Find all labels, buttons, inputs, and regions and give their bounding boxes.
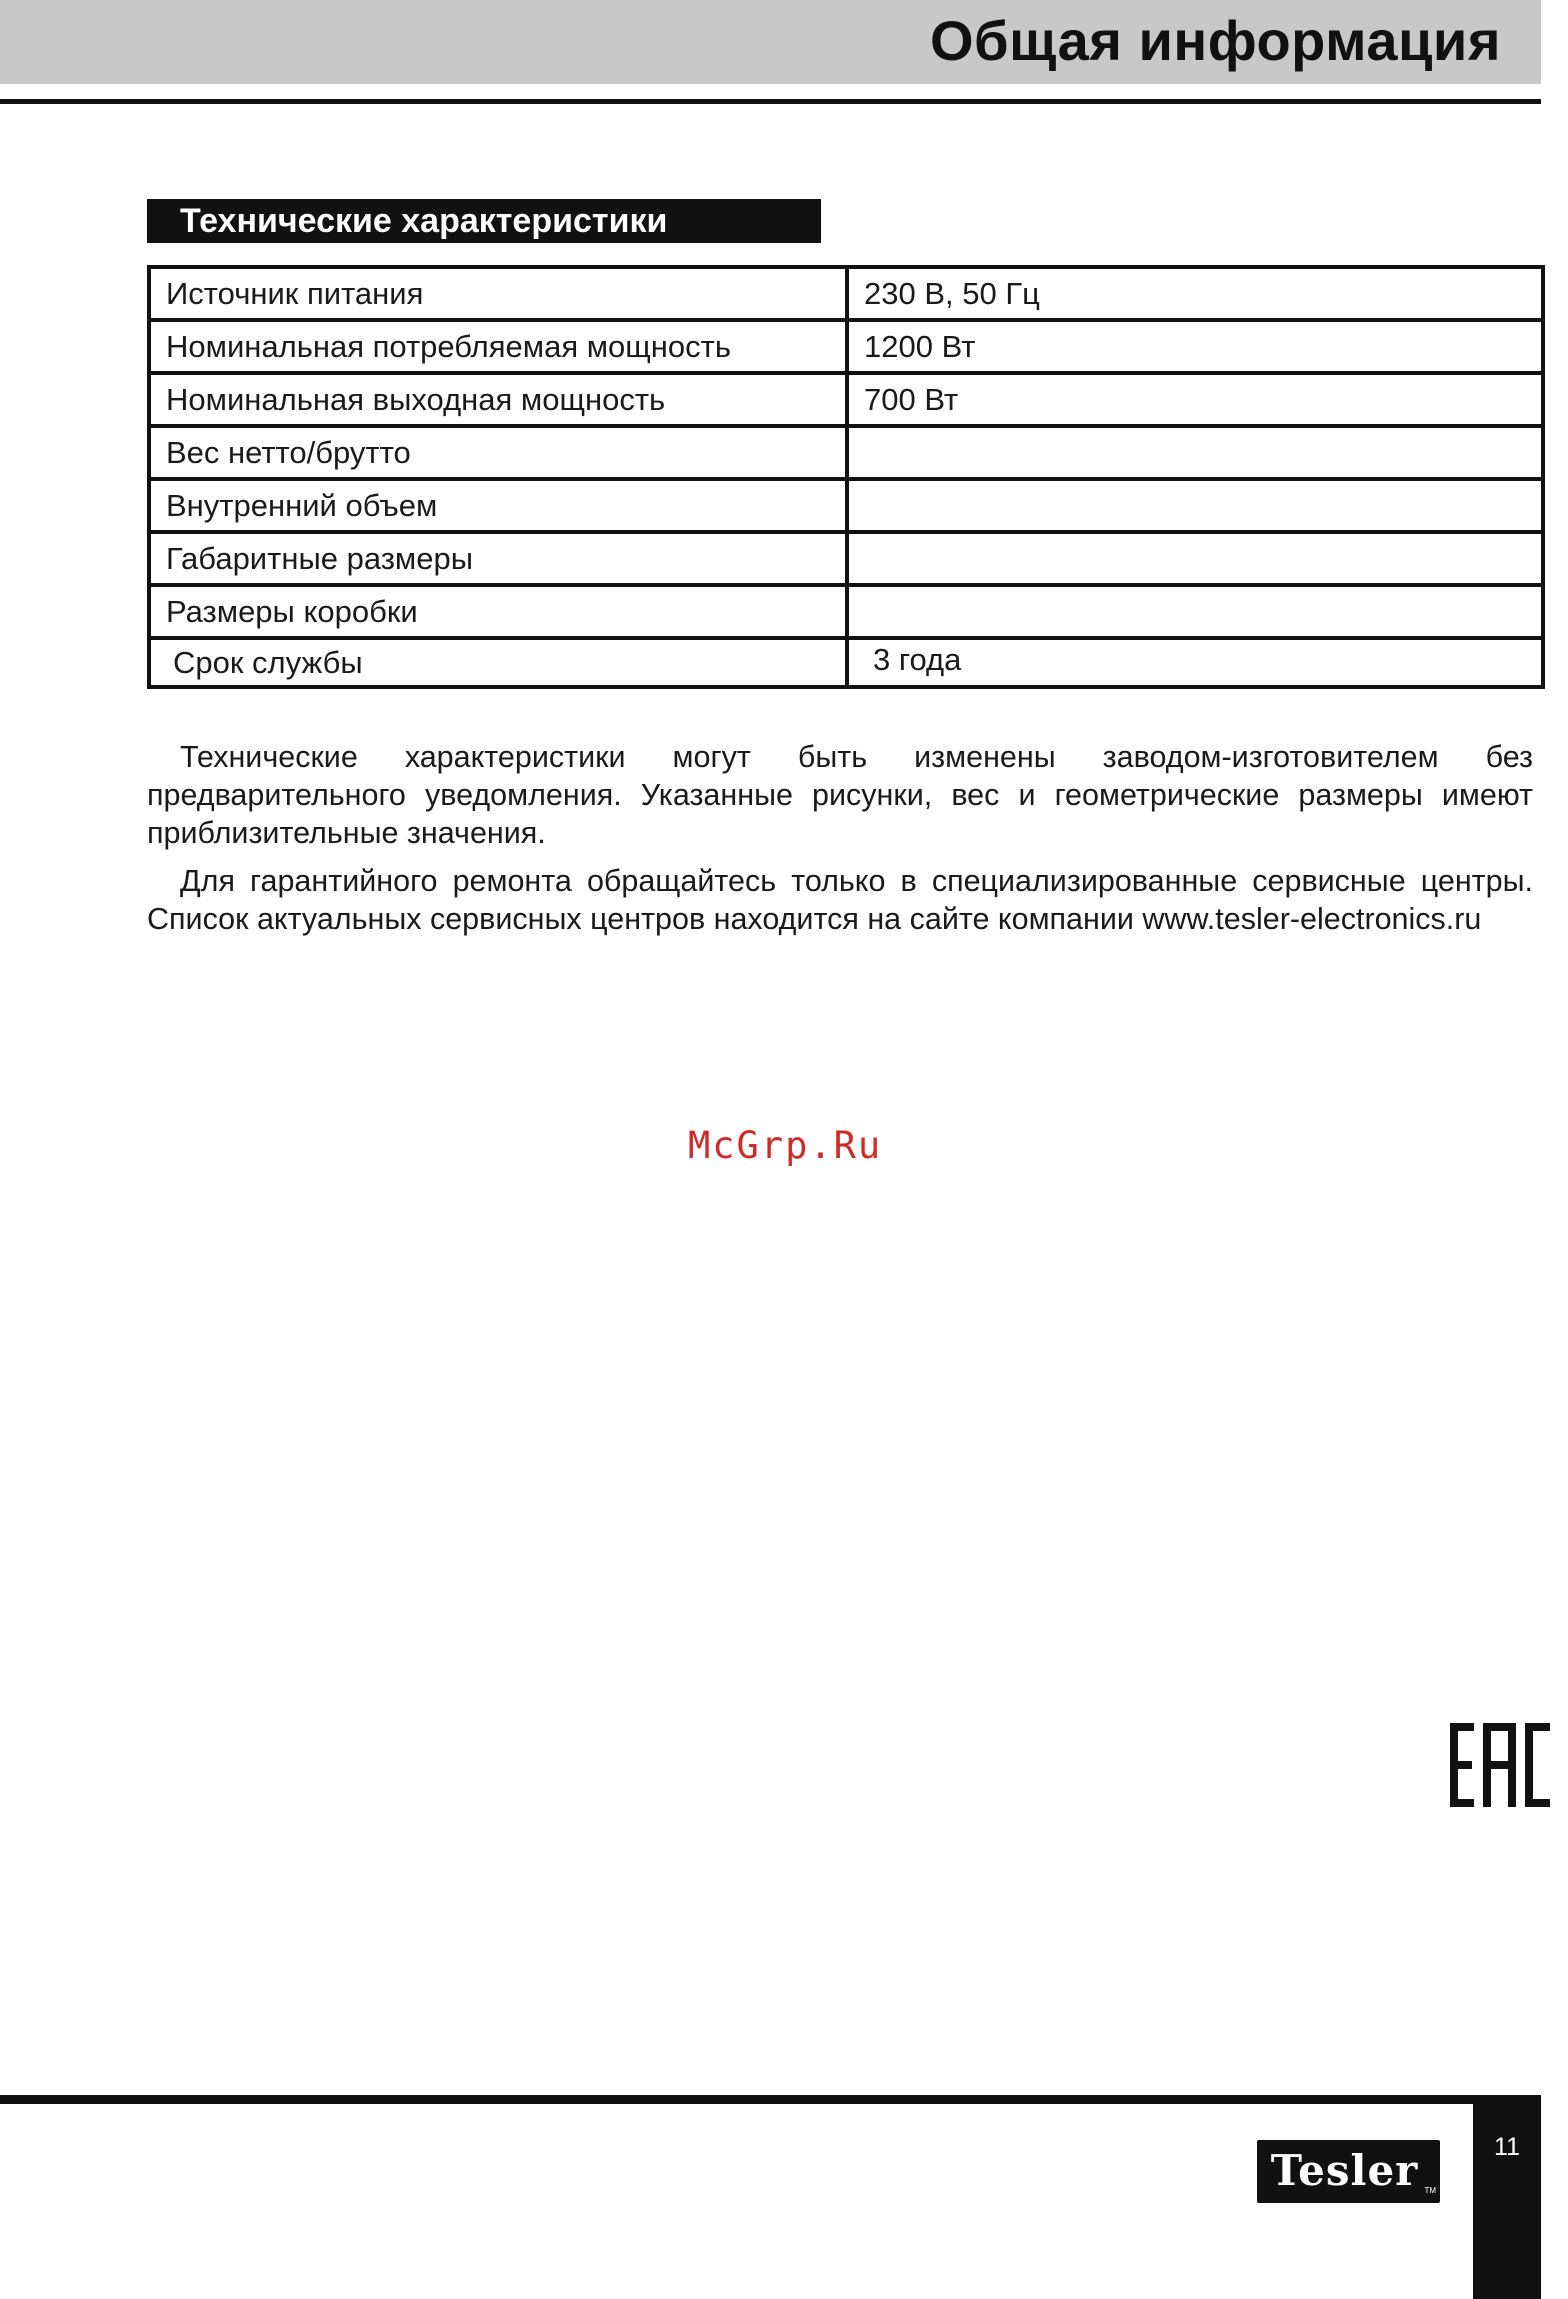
section-title: Технические характеристики (180, 202, 668, 240)
table-row (149, 373, 1543, 426)
header-band (0, 0, 1541, 84)
spec-value (847, 479, 1543, 532)
spec-value: 230 В, 50 Гц (847, 267, 1543, 320)
page-title: Общая информация (929, 9, 1501, 72)
brand-logo (1257, 2140, 1440, 2203)
trademark-mark: TM (1424, 2186, 1436, 2195)
spec-value (847, 585, 1543, 638)
table-row (149, 585, 1543, 638)
table-row (149, 638, 1543, 687)
spec-name: Внутренний объем (149, 479, 847, 532)
spec-value (847, 426, 1543, 479)
spec-name: Габаритные размеры (149, 532, 847, 585)
table-row (149, 532, 1543, 585)
page-number-tab (1473, 2095, 1541, 2299)
spec-value: 1200 Вт (847, 320, 1543, 373)
page-number: 11 (1494, 2133, 1520, 2161)
section-heading-bar (147, 199, 821, 243)
spec-name: Вес нетто/брутто (149, 426, 847, 479)
watermark: McGrp.Ru (688, 1124, 883, 1167)
spec-value: 3 года (847, 638, 1543, 687)
specs-change-notice: Технические характеристики могут быть изменены заводом-изготовителем без предварительного уведомления. Указанные рисунки, вес и геометрические размеры имеют приблизительные значения. (147, 740, 1533, 850)
spec-name: Источник питания (149, 267, 847, 320)
table-row (149, 426, 1543, 479)
brand-name: Tesler (1270, 2146, 1419, 2195)
spec-name: Номинальная выходная мощность (149, 373, 847, 426)
spec-table (147, 265, 1545, 689)
header-divider (0, 99, 1541, 104)
spec-name: Срок службы (149, 638, 847, 687)
footer-divider (0, 2095, 1541, 2104)
table-row (149, 320, 1543, 373)
table-row (149, 267, 1543, 320)
spec-name: Номинальная потребляемая мощность (149, 320, 847, 373)
table-row (149, 479, 1543, 532)
service-centers-note: Для гарантийного ремонта обращайтесь только в специализированные сервисные центры. Список актуальных сервисных центров находится на сайте компании www.tesler-electronics.ru (147, 864, 1533, 936)
spec-value (847, 532, 1543, 585)
spec-value: 700 Вт (847, 373, 1543, 426)
spec-name: Размеры коробки (149, 585, 847, 638)
eac-certification-icon (1450, 1723, 1550, 1807)
